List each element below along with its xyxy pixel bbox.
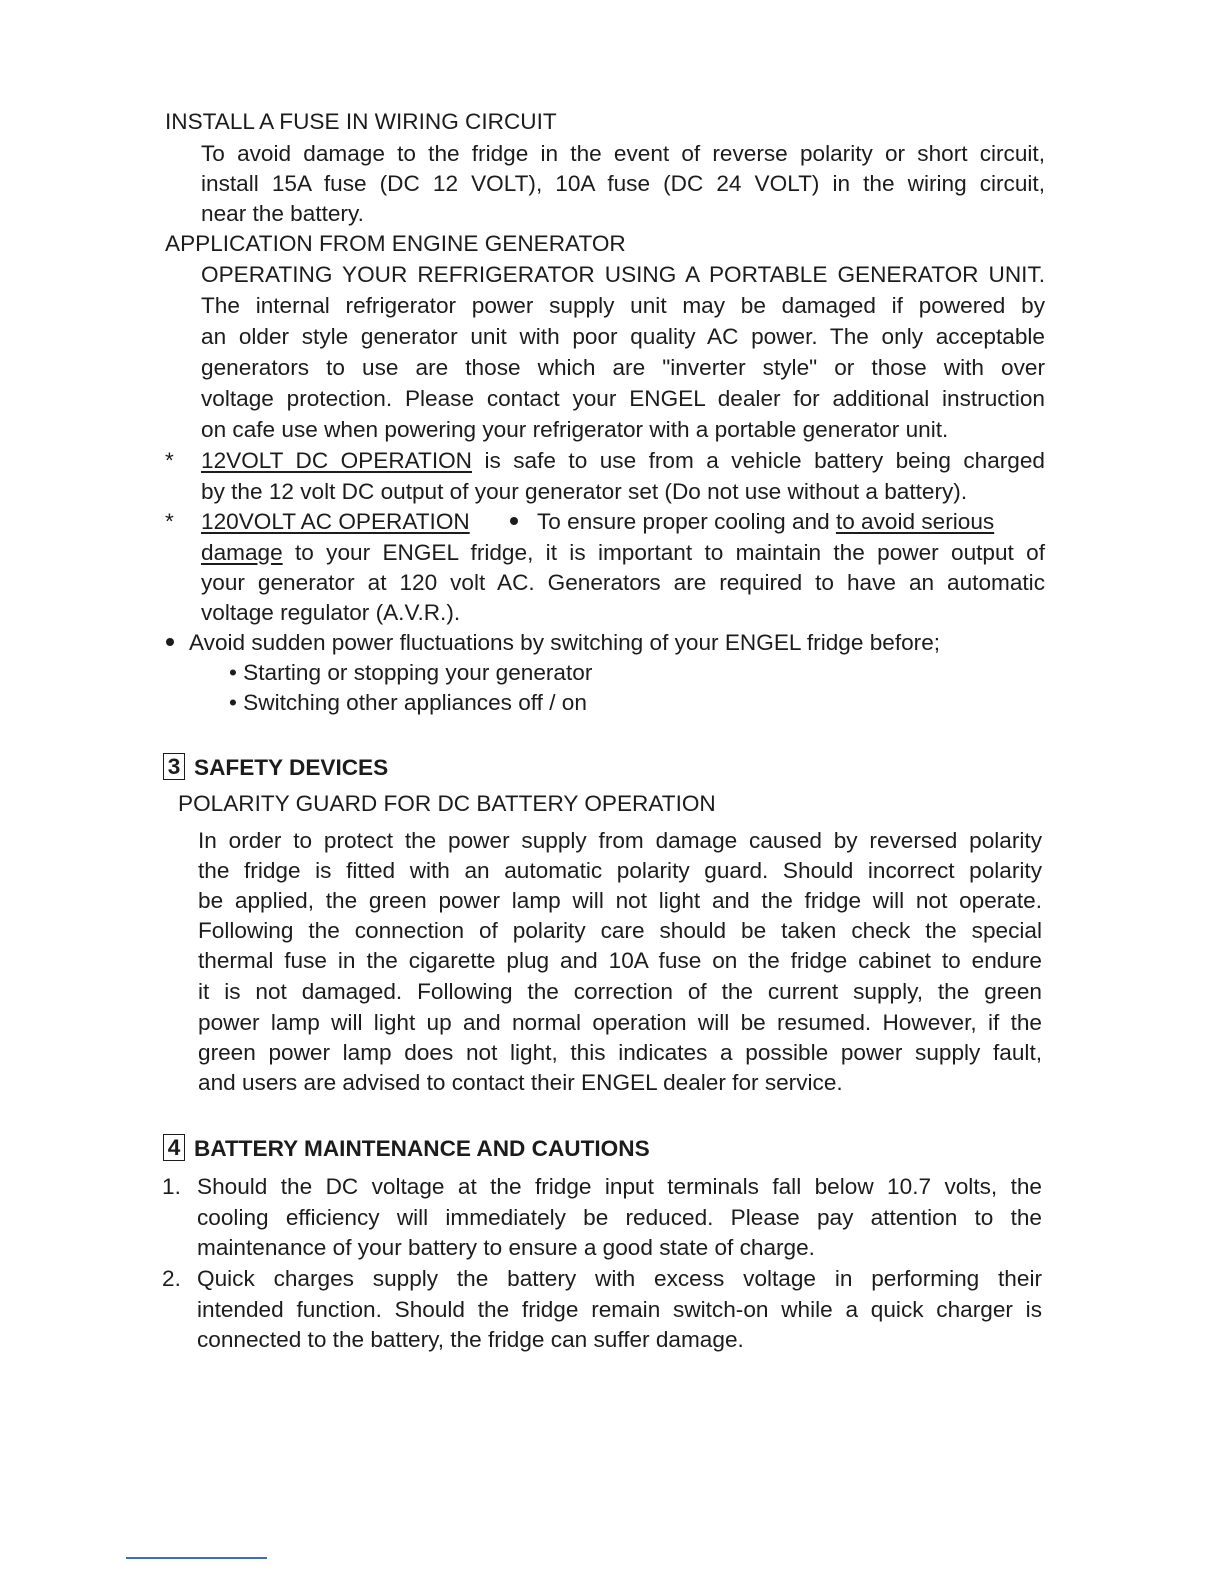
- safety-line: be applied, the green power lamp will not light and the fridge will not operate.: [198, 888, 1042, 913]
- ac-operation-text: [537, 507, 994, 537]
- safety-line: In order to protect the power supply from damage caused by reversed polarity: [198, 828, 1042, 853]
- ac-warning-underlined: damage: [201, 540, 283, 565]
- ac-operation-line2: [201, 538, 1045, 568]
- safety-line: power lamp will light up and normal operation will be resumed. However, if the: [198, 1010, 1042, 1035]
- battery-item-number: 2.: [162, 1266, 181, 1291]
- ac-bullet: [510, 507, 518, 537]
- avoid-text: Avoid sudden power fluctuations by switching of your ENGEL fridge before;: [189, 630, 941, 655]
- battery-section-heading: [163, 1134, 650, 1164]
- footer-divider: [126, 1557, 267, 1559]
- generator-heading: APPLICATION FROM ENGINE GENERATOR: [165, 231, 626, 256]
- avoid-item: • Switching other appliances off / on: [229, 690, 587, 715]
- ac-operation-line4: voltage regulator (A.V.R.).: [201, 600, 461, 625]
- ac-warning-underlined: to avoid serious: [835, 509, 995, 534]
- ac-text-part: to your ENGEL fridge, it is important to maintain the power output of: [282, 540, 1045, 565]
- bullet-icon: [166, 638, 174, 646]
- fuse-line: install 15A fuse (DC 12 VOLT), 10A fuse (DC 24 VOLT) in the wiring circuit,: [201, 171, 1045, 196]
- bullet-icon: [510, 517, 518, 525]
- safety-line: thermal fuse in the cigarette plug and 10A fuse on the fridge cabinet to endure: [198, 948, 1042, 973]
- battery-item-line: connected to the battery, the fridge can suffer damage.: [197, 1327, 744, 1352]
- battery-item-line: cooling efficiency will immediately be reduced. Please pay attention to the: [197, 1205, 1042, 1230]
- ac-operation-underlined: 120VOLT AC OPERATION: [201, 509, 470, 534]
- fuse-heading: INSTALL A FUSE IN WIRING CIRCUIT: [165, 109, 557, 134]
- generator-line: an older style generator unit with poor quality AC power. The only acceptable: [201, 324, 1045, 349]
- dc-operation-label: 12VOLT DC OPERATION: [201, 448, 473, 473]
- ac-text-part: To ensure proper cooling and: [537, 509, 836, 534]
- safety-line: and users are advised to contact their ENGEL dealer for service.: [198, 1070, 843, 1095]
- battery-item-number: 1.: [162, 1174, 181, 1199]
- dc-operation-line2: by the 12 volt DC output of your generator set (Do not use without a battery).: [201, 479, 968, 504]
- section-number-box: 3: [163, 753, 185, 780]
- battery-item-line: Should the DC voltage at the fridge input terminals fall below 10.7 volts, the: [197, 1174, 1042, 1199]
- generator-line: voltage protection. Please contact your ENGEL dealer for additional instruction: [201, 386, 1045, 411]
- avoid-item: • Starting or stopping your generator: [229, 660, 593, 685]
- dc-marker: *: [165, 448, 174, 473]
- battery-item-line: intended function. Should the fridge remain switch-on while a quick charger is: [197, 1297, 1042, 1322]
- avoid-bullet: [166, 628, 174, 658]
- safety-line: it is not damaged. Following the correction of the current supply, the green: [198, 979, 1042, 1004]
- generator-line: generators to use are those which are "inverter style" or those with over: [201, 355, 1045, 380]
- generator-line: OPERATING YOUR REFRIGERATOR USING A PORTABLE GENERATOR UNIT.: [201, 262, 1045, 287]
- safety-section-heading: [163, 753, 388, 783]
- safety-line: Following the connection of polarity care should be taken check the special: [198, 918, 1042, 943]
- ac-operation-line3: your generator at 120 volt AC. Generators are required to have an automatic: [201, 570, 1045, 595]
- safety-section-title: SAFETY DEVICES: [194, 755, 389, 780]
- fuse-line: near the battery.: [201, 201, 364, 226]
- generator-line: on cafe use when powering your refrigerator with a portable generator unit.: [201, 417, 949, 442]
- section-number-box: 4: [163, 1134, 185, 1161]
- generator-line: The internal refrigerator power supply unit may be damaged if powered by: [201, 293, 1045, 318]
- ac-operation-label: [201, 507, 470, 537]
- polarity-guard-heading: POLARITY GUARD FOR DC BATTERY OPERATION: [178, 791, 716, 816]
- safety-line: green power lamp does not light, this indicates a possible power supply fault,: [198, 1040, 1042, 1065]
- dc-operation-line: [201, 446, 1045, 476]
- battery-item-line: maintenance of your battery to ensure a good state of charge.: [197, 1235, 815, 1260]
- battery-section-title: BATTERY MAINTENANCE AND CAUTIONS: [194, 1136, 650, 1161]
- dc-operation-text: is safe to use from a vehicle battery being charged: [472, 448, 1046, 473]
- ac-marker: *: [165, 509, 174, 534]
- fuse-line: To avoid damage to the fridge in the event of reverse polarity or short circuit,: [201, 141, 1045, 166]
- battery-item-line: Quick charges supply the battery with excess voltage in performing their: [197, 1266, 1042, 1291]
- safety-line: the fridge is fitted with an automatic polarity guard. Should incorrect polarity: [198, 858, 1042, 883]
